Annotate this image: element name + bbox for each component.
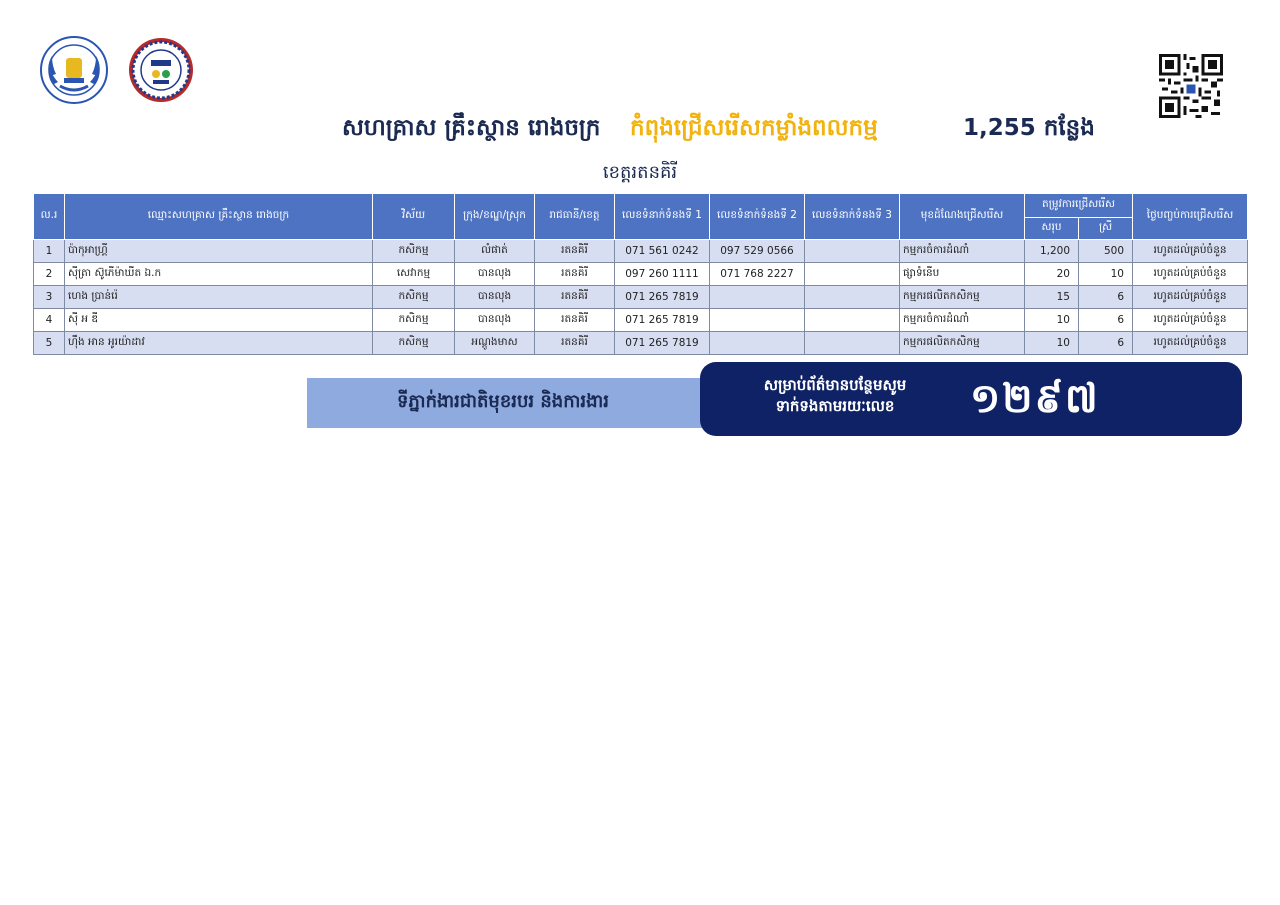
table-row: [34, 263, 1248, 286]
cell-company: ហេង ប្រាន់រ៉េ: [65, 286, 373, 309]
page-title: [0, 112, 1280, 152]
cell-no: 3: [34, 286, 65, 309]
cell-phone3: [805, 286, 900, 309]
cell-district: បានលុង: [455, 263, 535, 286]
header-needs: តម្រូវការជ្រើសរើស: [1025, 194, 1133, 218]
cell-total: 15: [1025, 286, 1079, 309]
header-phone2: លេខទំនាក់ទំនងទី 2: [710, 194, 805, 240]
cell-position: ផ្សាទំនើប: [900, 263, 1025, 286]
cell-sector: សេវាកម្ម: [373, 263, 455, 286]
cell-province: រតនគិរី: [535, 332, 615, 355]
header-province: រាជធានី/ខេត្ត: [535, 194, 615, 240]
cell-phone1: 071 265 7819: [615, 332, 710, 355]
cell-no: 2: [34, 263, 65, 286]
cell-sector: កសិកម្ម: [373, 286, 455, 309]
contact-info-line2: ទាក់ទងតាមរយៈលេខ: [775, 397, 895, 415]
cell-total: 1,200: [1025, 240, 1079, 263]
cell-sector: កសិកម្ម: [373, 309, 455, 332]
cell-district: បានលុង: [455, 286, 535, 309]
table-row: [34, 309, 1248, 332]
header-total: សរុប: [1025, 218, 1079, 240]
cell-phone1: 071 265 7819: [615, 286, 710, 309]
cell-phone1: 071 561 0242: [615, 240, 710, 263]
cell-no: 5: [34, 332, 65, 355]
cell-company: ស៊ី អ ឌី: [65, 309, 373, 332]
header-phone1: លេខទំនាក់ទំនងទី 1: [615, 194, 710, 240]
jobs-table: [33, 193, 1248, 355]
cell-company: ស៊ីត្រា ស៊ូភើម៉ាឃីត ឯ.ក: [65, 263, 373, 286]
cell-company: ហ៊ឹង អាន អូរយ៉ាដាវ: [65, 332, 373, 355]
header-female: ស្រី: [1079, 218, 1133, 240]
cell-female: 6: [1079, 309, 1133, 332]
header-sector: វិស័យ: [373, 194, 455, 240]
title-count: 1,255 កន្លែង: [963, 115, 1095, 141]
cell-deadline: រហូតដល់គ្រប់ចំនួន: [1133, 263, 1248, 286]
cell-phone2: [710, 309, 805, 332]
header-phone3: លេខទំនាក់ទំនងទី 3: [805, 194, 900, 240]
header-deadline: ថ្ងៃបញ្ចប់ការជ្រើសរើស: [1133, 194, 1248, 240]
cell-position: កម្មករផលិតកសិកម្ម: [900, 286, 1025, 309]
cell-phone3: [805, 263, 900, 286]
cell-phone2: [710, 332, 805, 355]
table-row: [34, 286, 1248, 309]
nea-logo-icon: [127, 36, 195, 104]
cell-deadline: រហូតដល់គ្រប់ចំនួន: [1133, 240, 1248, 263]
title-main: សហគ្រាស គ្រឹះស្ថាន រោងចក្រ: [342, 115, 601, 141]
cell-district: លំផាត់: [455, 240, 535, 263]
agency-banner: [307, 378, 727, 428]
qr-code-icon: [1159, 54, 1223, 118]
cell-total: 10: [1025, 332, 1079, 355]
title-hiring: កំពុងជ្រើសរើសកម្លាំងពលកម្ម: [630, 115, 878, 141]
cell-province: រតនគិរី: [535, 240, 615, 263]
cell-position: កម្មករចំការដំណាំ: [900, 309, 1025, 332]
cell-phone3: [805, 332, 900, 355]
cell-female: 6: [1079, 286, 1133, 309]
header-no: ល.រ: [34, 194, 65, 240]
cell-district: បានលុង: [455, 309, 535, 332]
cell-province: រតនគិរី: [535, 309, 615, 332]
province-subtitle: ខេត្តរតនគិរី: [602, 162, 678, 183]
cell-total: 10: [1025, 309, 1079, 332]
cell-no: 1: [34, 240, 65, 263]
cell-deadline: រហូតដល់គ្រប់ចំនួន: [1133, 332, 1248, 355]
cell-total: 20: [1025, 263, 1079, 286]
cell-no: 4: [34, 309, 65, 332]
agency-name: ទីភ្នាក់ងារជាតិមុខរបរ និងការងារ: [397, 391, 609, 412]
table-row: [34, 332, 1248, 355]
cell-phone2: 097 529 0566: [710, 240, 805, 263]
cell-company: ប៉ាកុអាហ្គ្រី: [65, 240, 373, 263]
header-district: ក្រុង/ខណ្ឌ/ស្រុក: [455, 194, 535, 240]
ministry-logo-icon: [40, 36, 108, 104]
hotline-number: ១២៩៧: [970, 376, 1100, 422]
cell-phone2: [710, 286, 805, 309]
cell-deadline: រហូតដល់គ្រប់ចំនួន: [1133, 286, 1248, 309]
contact-banner: [700, 362, 1242, 436]
cell-female: 10: [1079, 263, 1133, 286]
contact-info-line1: សម្រាប់ព័ត៌មានបន្ថែមសូម: [763, 376, 907, 394]
cell-phone3: [805, 309, 900, 332]
cell-phone3: [805, 240, 900, 263]
cell-position: កម្មករផលិតកសិកម្ម: [900, 332, 1025, 355]
cell-province: រតនគិរី: [535, 286, 615, 309]
cell-deadline: រហូតដល់គ្រប់ចំនួន: [1133, 309, 1248, 332]
cell-district: អណ្តូងមាស: [455, 332, 535, 355]
cell-position: កម្មករចំការដំណាំ: [900, 240, 1025, 263]
cell-female: 6: [1079, 332, 1133, 355]
cell-province: រតនគិរី: [535, 263, 615, 286]
cell-sector: កសិកម្ម: [373, 332, 455, 355]
cell-sector: កសិកម្ម: [373, 240, 455, 263]
cell-phone1: 071 265 7819: [615, 309, 710, 332]
header-company: ឈ្មោះសហគ្រាស គ្រឹះស្ថាន រោងចក្រ: [65, 194, 373, 240]
cell-female: 500: [1079, 240, 1133, 263]
cell-phone1: 097 260 1111: [615, 263, 710, 286]
table-row: [34, 240, 1248, 263]
header-position: មុខដំណែងជ្រើសរើស: [900, 194, 1025, 240]
cell-phone2: 071 768 2227: [710, 263, 805, 286]
